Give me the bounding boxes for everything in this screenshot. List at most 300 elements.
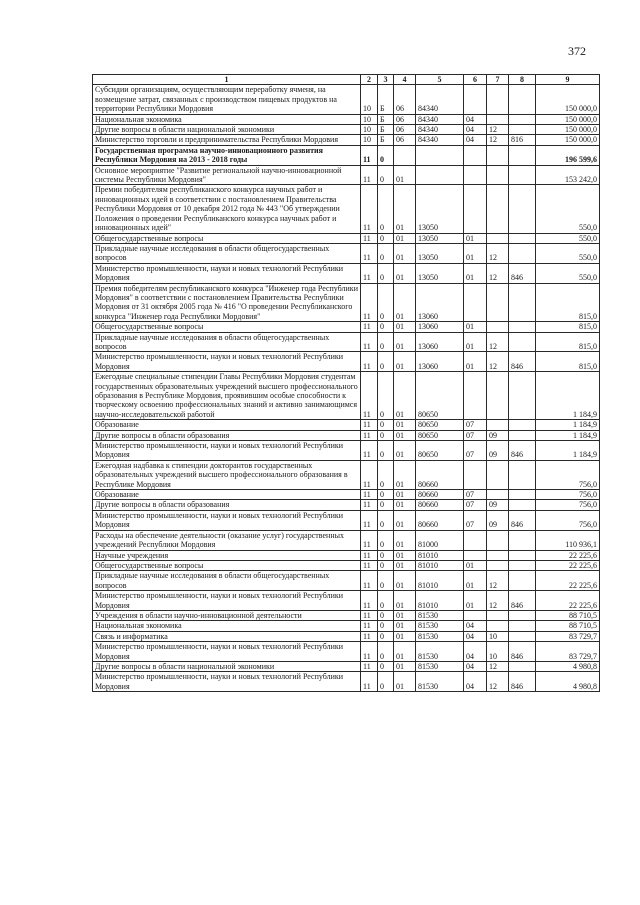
cell-code-8: [509, 185, 536, 233]
cell-code-8: 846: [509, 642, 536, 662]
cell-code-4: 01: [394, 283, 416, 322]
cell-code-8: [509, 530, 536, 550]
table-row: [93, 233, 600, 243]
cell-amount: 22 225,6: [536, 560, 600, 570]
cell-code-6: 07: [464, 441, 487, 461]
budget-table: [92, 74, 600, 692]
cell-code-7: [487, 145, 509, 165]
cell-code-6: 04: [464, 135, 487, 145]
cell-name: Образование: [93, 490, 361, 500]
cell-code-3: 0: [378, 631, 394, 641]
cell-code-7: 12: [487, 332, 509, 352]
cell-code-8: 816: [509, 135, 536, 145]
cell-code-2: 11: [361, 352, 378, 372]
cell-code-6: 01: [464, 352, 487, 372]
cell-code-6: 01: [464, 560, 487, 570]
cell-amount: 756,0: [536, 500, 600, 510]
table-row: [93, 243, 600, 263]
table-row: [93, 610, 600, 620]
cell-name: Министерство промышленности, науки и новых технологий Республики Мордовия: [93, 510, 361, 530]
cell-code-3: 0: [378, 243, 394, 263]
table-row: [93, 441, 600, 461]
cell-name: Национальная экономика: [93, 114, 361, 124]
cell-name: Расходы на обеспечение деятельности (оказание услуг) государственных учреждений Республики Мордовия: [93, 530, 361, 550]
cell-name: Государственная программа научно-инновационного развития Республики Мордовия на 2013 - 2018 годы: [93, 145, 361, 165]
cell-code-5: 81010: [416, 591, 464, 611]
cell-name: Национальная экономика: [93, 621, 361, 631]
table-row: [93, 642, 600, 662]
cell-amount: 88 710,5: [536, 621, 600, 631]
cell-name: Другие вопросы в области образования: [93, 500, 361, 510]
cell-name: Связь и информатика: [93, 631, 361, 641]
cell-amount: 196 599,6: [536, 145, 600, 165]
cell-code-7: 10: [487, 642, 509, 662]
cell-code-5: 81530: [416, 621, 464, 631]
cell-code-3: 0: [378, 510, 394, 530]
cell-code-5: 80660: [416, 500, 464, 510]
cell-code-4: 01: [394, 490, 416, 500]
cell-code-5: 81530: [416, 610, 464, 620]
cell-code-6: 04: [464, 114, 487, 124]
cell-name: Прикладные научные исследования в области общегосударственных вопросов: [93, 571, 361, 591]
cell-code-2: 11: [361, 621, 378, 631]
cell-code-2: 11: [361, 322, 378, 332]
cell-code-8: [509, 560, 536, 570]
cell-code-8: [509, 420, 536, 430]
cell-code-3: Б: [378, 135, 394, 145]
cell-code-4: 01: [394, 372, 416, 420]
cell-code-7: [487, 114, 509, 124]
cell-code-8: [509, 372, 536, 420]
cell-code-5: 80650: [416, 420, 464, 430]
cell-code-8: [509, 490, 536, 500]
cell-code-4: 01: [394, 631, 416, 641]
cell-amount: 1 184,9: [536, 430, 600, 440]
cell-code-8: [509, 85, 536, 114]
cell-amount: 22 225,6: [536, 550, 600, 560]
cell-code-8: [509, 332, 536, 352]
column-header: 8: [509, 75, 536, 85]
cell-code-5: 80650: [416, 441, 464, 461]
cell-code-5: 81530: [416, 661, 464, 671]
cell-code-5: 80660: [416, 490, 464, 500]
cell-code-4: [394, 145, 416, 165]
cell-amount: 150 000,0: [536, 85, 600, 114]
table-row: [93, 560, 600, 570]
cell-amount: 815,0: [536, 352, 600, 372]
cell-code-6: 07: [464, 510, 487, 530]
table-row: [93, 283, 600, 322]
cell-name: Общегосударственные вопросы: [93, 233, 361, 243]
cell-code-5: [416, 165, 464, 185]
cell-code-4: 01: [394, 550, 416, 560]
cell-code-3: 0: [378, 372, 394, 420]
cell-code-5: 80650: [416, 430, 464, 440]
cell-code-5: 81010: [416, 571, 464, 591]
cell-code-4: 01: [394, 610, 416, 620]
cell-code-5: 81000: [416, 530, 464, 550]
cell-code-2: 11: [361, 243, 378, 263]
cell-code-7: 09: [487, 500, 509, 510]
cell-code-3: 0: [378, 420, 394, 430]
table-row: [93, 145, 600, 165]
cell-code-2: 11: [361, 672, 378, 692]
cell-code-7: 12: [487, 352, 509, 372]
cell-code-7: [487, 420, 509, 430]
cell-code-4: 01: [394, 530, 416, 550]
page-number: 372: [568, 44, 586, 58]
table-row: [93, 372, 600, 420]
cell-code-7: [487, 283, 509, 322]
cell-code-3: 0: [378, 490, 394, 500]
column-header: 9: [536, 75, 600, 85]
cell-code-4: 01: [394, 352, 416, 372]
column-header: 5: [416, 75, 464, 85]
cell-code-3: 0: [378, 165, 394, 185]
cell-code-5: [416, 145, 464, 165]
cell-code-6: [464, 85, 487, 114]
cell-code-4: 01: [394, 185, 416, 233]
cell-code-3: 0: [378, 642, 394, 662]
cell-code-6: [464, 185, 487, 233]
cell-code-5: 80660: [416, 460, 464, 489]
cell-amount: 4 980,8: [536, 672, 600, 692]
cell-code-5: 81530: [416, 631, 464, 641]
cell-code-5: 13060: [416, 332, 464, 352]
cell-code-6: 04: [464, 642, 487, 662]
table-row: [93, 571, 600, 591]
cell-code-3: 0: [378, 550, 394, 560]
cell-code-8: [509, 145, 536, 165]
cell-code-2: 11: [361, 610, 378, 620]
cell-amount: 153 242,0: [536, 165, 600, 185]
cell-code-8: [509, 571, 536, 591]
table-row: [93, 510, 600, 530]
cell-code-8: [509, 430, 536, 440]
cell-code-4: 01: [394, 233, 416, 243]
table-row: [93, 114, 600, 124]
cell-code-2: 10: [361, 135, 378, 145]
cell-code-6: 04: [464, 631, 487, 641]
cell-code-8: 846: [509, 441, 536, 461]
cell-code-7: 10: [487, 631, 509, 641]
cell-amount: 150 000,0: [536, 135, 600, 145]
cell-code-6: [464, 165, 487, 185]
cell-code-3: 0: [378, 332, 394, 352]
cell-code-4: 01: [394, 243, 416, 263]
cell-code-3: 0: [378, 530, 394, 550]
cell-code-3: 0: [378, 621, 394, 631]
cell-code-4: 01: [394, 591, 416, 611]
cell-amount: 1 184,9: [536, 441, 600, 461]
cell-code-5: 84340: [416, 135, 464, 145]
cell-name: Другие вопросы в области образования: [93, 430, 361, 440]
cell-code-6: [464, 530, 487, 550]
cell-code-8: [509, 283, 536, 322]
cell-amount: 756,0: [536, 510, 600, 530]
cell-code-4: 01: [394, 322, 416, 332]
cell-code-2: 11: [361, 420, 378, 430]
cell-code-8: 846: [509, 591, 536, 611]
cell-name: Научные учреждения: [93, 550, 361, 560]
table-row: [93, 352, 600, 372]
cell-name: Прикладные научные исследования в области общегосударственных вопросов: [93, 332, 361, 352]
cell-code-2: 11: [361, 283, 378, 322]
cell-code-3: Б: [378, 114, 394, 124]
cell-name: Министерство промышленности, науки и новых технологий Республики Мордовия: [93, 642, 361, 662]
cell-code-2: 11: [361, 550, 378, 560]
cell-code-4: 01: [394, 571, 416, 591]
cell-code-6: 01: [464, 233, 487, 243]
cell-name: Министерство промышленности, науки и новых технологий Республики Мордовия: [93, 352, 361, 372]
cell-code-3: 0: [378, 500, 394, 510]
cell-code-5: 84340: [416, 125, 464, 135]
cell-code-6: 04: [464, 621, 487, 631]
cell-code-3: 0: [378, 591, 394, 611]
cell-code-4: 01: [394, 263, 416, 283]
cell-code-6: 01: [464, 571, 487, 591]
cell-code-7: 09: [487, 441, 509, 461]
cell-code-7: [487, 372, 509, 420]
cell-code-6: 07: [464, 490, 487, 500]
cell-code-5: 81530: [416, 672, 464, 692]
cell-name: Премии победителям республиканского конкурса научных работ и инновационных идей в соответствии с постановлением Правительства Республики Мордовия от 10 декабря 2012 года № 443 "Об утверждении Положения о проведении Республиканского конкурса научных работ и инновационных идей": [93, 185, 361, 233]
cell-amount: 110 936,1: [536, 530, 600, 550]
cell-code-2: 11: [361, 500, 378, 510]
cell-code-8: 846: [509, 352, 536, 372]
table-row: [93, 135, 600, 145]
cell-code-8: [509, 610, 536, 620]
cell-code-7: [487, 550, 509, 560]
cell-amount: 756,0: [536, 490, 600, 500]
table-row: [93, 322, 600, 332]
cell-name: Министерство торговли и предпринимательства Республики Мордовия: [93, 135, 361, 145]
cell-code-6: 04: [464, 672, 487, 692]
cell-code-4: 01: [394, 560, 416, 570]
cell-code-2: 11: [361, 571, 378, 591]
cell-code-4: 01: [394, 500, 416, 510]
table-row: [93, 332, 600, 352]
cell-code-5: 13060: [416, 352, 464, 372]
table-row: [93, 661, 600, 671]
cell-code-7: 12: [487, 263, 509, 283]
table-body: [93, 85, 600, 692]
cell-code-2: 11: [361, 165, 378, 185]
column-header: 1: [93, 75, 361, 85]
cell-code-6: [464, 283, 487, 322]
cell-code-3: 0: [378, 352, 394, 372]
cell-code-2: 11: [361, 510, 378, 530]
table-row: [93, 591, 600, 611]
cell-code-3: 0: [378, 185, 394, 233]
cell-name: Образование: [93, 420, 361, 430]
cell-code-2: 11: [361, 233, 378, 243]
cell-code-5: 81530: [416, 642, 464, 662]
cell-code-6: 01: [464, 263, 487, 283]
cell-code-5: 13050: [416, 263, 464, 283]
cell-code-3: 0: [378, 430, 394, 440]
cell-code-8: [509, 322, 536, 332]
cell-name: Прикладные научные исследования в области общегосударственных вопросов: [93, 243, 361, 263]
cell-amount: 150 000,0: [536, 125, 600, 135]
table-row: [93, 550, 600, 560]
cell-code-8: [509, 500, 536, 510]
cell-amount: 550,0: [536, 243, 600, 263]
cell-code-2: 11: [361, 490, 378, 500]
cell-code-7: [487, 530, 509, 550]
cell-name: Ежегодные специальные стипендии Главы Республики Мордовия студентам государственных образовательных учреждений высшего профессионального образования в Республике Мордовия, проявившим особые способности к творческому освоению профессиональных знаний и активно занимающимся научно-исследовательской работой: [93, 372, 361, 420]
cell-code-8: [509, 165, 536, 185]
cell-name: Министерство промышленности, науки и новых технологий Республики Мордовия: [93, 591, 361, 611]
cell-code-7: [487, 85, 509, 114]
cell-code-3: 0: [378, 145, 394, 165]
cell-code-8: [509, 661, 536, 671]
cell-code-5: 81010: [416, 550, 464, 560]
cell-code-5: 81010: [416, 560, 464, 570]
cell-amount: 815,0: [536, 332, 600, 352]
table-row: [93, 185, 600, 233]
cell-code-7: [487, 460, 509, 489]
cell-code-6: 04: [464, 125, 487, 135]
cell-code-3: 0: [378, 610, 394, 620]
cell-code-6: 01: [464, 322, 487, 332]
cell-amount: 22 225,6: [536, 591, 600, 611]
cell-code-8: [509, 243, 536, 263]
cell-code-2: 11: [361, 372, 378, 420]
cell-name: Премия победителям республиканского конкурса "Инженер года Республики Мордовия" в соответствии с постановлением Правительства Республики Мордовия от 31 октября 2005 года № 416 "О проведении Республиканского конкурса "Инженер года Республики Мордовия": [93, 283, 361, 322]
cell-code-7: [487, 322, 509, 332]
cell-code-8: [509, 125, 536, 135]
cell-name: Другие вопросы в области национальной экономики: [93, 661, 361, 671]
cell-code-7: 12: [487, 135, 509, 145]
column-header: 6: [464, 75, 487, 85]
cell-code-7: 09: [487, 430, 509, 440]
cell-name: Общегосударственные вопросы: [93, 560, 361, 570]
cell-code-2: 11: [361, 263, 378, 283]
cell-code-6: [464, 460, 487, 489]
cell-code-5: 84340: [416, 85, 464, 114]
cell-code-7: [487, 185, 509, 233]
cell-code-4: 01: [394, 642, 416, 662]
cell-code-4: 01: [394, 165, 416, 185]
cell-code-4: 01: [394, 441, 416, 461]
cell-code-2: 10: [361, 125, 378, 135]
cell-code-3: 0: [378, 571, 394, 591]
cell-code-6: 07: [464, 430, 487, 440]
cell-code-4: 01: [394, 460, 416, 489]
cell-code-5: 13050: [416, 185, 464, 233]
cell-code-3: 0: [378, 283, 394, 322]
cell-code-6: 01: [464, 243, 487, 263]
cell-code-4: 01: [394, 672, 416, 692]
cell-code-7: [487, 490, 509, 500]
cell-amount: 4 980,8: [536, 661, 600, 671]
table-row: [93, 460, 600, 489]
cell-code-7: 09: [487, 510, 509, 530]
cell-code-4: 01: [394, 420, 416, 430]
cell-code-6: 01: [464, 332, 487, 352]
cell-name: Министерство промышленности, науки и новых технологий Республики Мордовия: [93, 441, 361, 461]
cell-code-8: 846: [509, 263, 536, 283]
cell-code-2: 11: [361, 530, 378, 550]
cell-code-8: [509, 233, 536, 243]
cell-code-2: 11: [361, 460, 378, 489]
cell-code-4: 06: [394, 114, 416, 124]
cell-amount: 550,0: [536, 185, 600, 233]
cell-code-5: 13050: [416, 243, 464, 263]
cell-code-2: 11: [361, 560, 378, 570]
cell-code-6: 07: [464, 420, 487, 430]
cell-code-5: 13050: [416, 233, 464, 243]
cell-code-2: 10: [361, 85, 378, 114]
cell-code-7: 12: [487, 125, 509, 135]
cell-code-8: [509, 550, 536, 560]
cell-amount: 550,0: [536, 263, 600, 283]
table-row: [93, 420, 600, 430]
cell-code-4: 06: [394, 125, 416, 135]
cell-code-3: 0: [378, 322, 394, 332]
table-row: [93, 500, 600, 510]
cell-amount: 815,0: [536, 322, 600, 332]
cell-code-3: 0: [378, 560, 394, 570]
cell-code-5: 13060: [416, 283, 464, 322]
cell-code-7: [487, 560, 509, 570]
cell-code-2: 10: [361, 114, 378, 124]
cell-code-5: 84340: [416, 114, 464, 124]
cell-amount: 88 710,5: [536, 610, 600, 620]
cell-code-7: [487, 233, 509, 243]
cell-name: Основное мероприятие "Развитие региональной научно-инновационной системы Республики Мордовия": [93, 165, 361, 185]
table-row: [93, 165, 600, 185]
cell-code-7: 12: [487, 661, 509, 671]
cell-code-6: 01: [464, 591, 487, 611]
column-header: 3: [378, 75, 394, 85]
cell-code-3: 0: [378, 263, 394, 283]
column-header: 4: [394, 75, 416, 85]
cell-code-4: 06: [394, 135, 416, 145]
cell-code-3: Б: [378, 125, 394, 135]
cell-code-3: 0: [378, 661, 394, 671]
cell-code-2: 11: [361, 591, 378, 611]
table-row: [93, 530, 600, 550]
cell-name: Субсидии организациям, осуществляющим переработку ячменя, на возмещение затрат, связанных с производством пищевых продуктов на территории Республики Мордовия: [93, 85, 361, 114]
cell-code-4: 01: [394, 332, 416, 352]
cell-code-6: 04: [464, 661, 487, 671]
cell-code-2: 11: [361, 145, 378, 165]
cell-code-3: 0: [378, 233, 394, 243]
table-row: [93, 430, 600, 440]
table-row: [93, 85, 600, 114]
cell-code-6: [464, 145, 487, 165]
cell-amount: 150 000,0: [536, 114, 600, 124]
cell-code-4: 06: [394, 85, 416, 114]
cell-code-2: 11: [361, 631, 378, 641]
cell-amount: 756,0: [536, 460, 600, 489]
cell-amount: 22 225,6: [536, 571, 600, 591]
table-row: [93, 125, 600, 135]
cell-code-7: 12: [487, 672, 509, 692]
cell-code-2: 11: [361, 441, 378, 461]
cell-code-7: 12: [487, 591, 509, 611]
cell-name: Министерство промышленности, науки и новых технологий Республики Мордовия: [93, 263, 361, 283]
cell-code-2: 11: [361, 661, 378, 671]
cell-code-6: 07: [464, 500, 487, 510]
cell-code-2: 11: [361, 332, 378, 352]
cell-name: Общегосударственные вопросы: [93, 322, 361, 332]
cell-code-2: 11: [361, 642, 378, 662]
cell-code-2: 11: [361, 185, 378, 233]
cell-code-8: [509, 460, 536, 489]
